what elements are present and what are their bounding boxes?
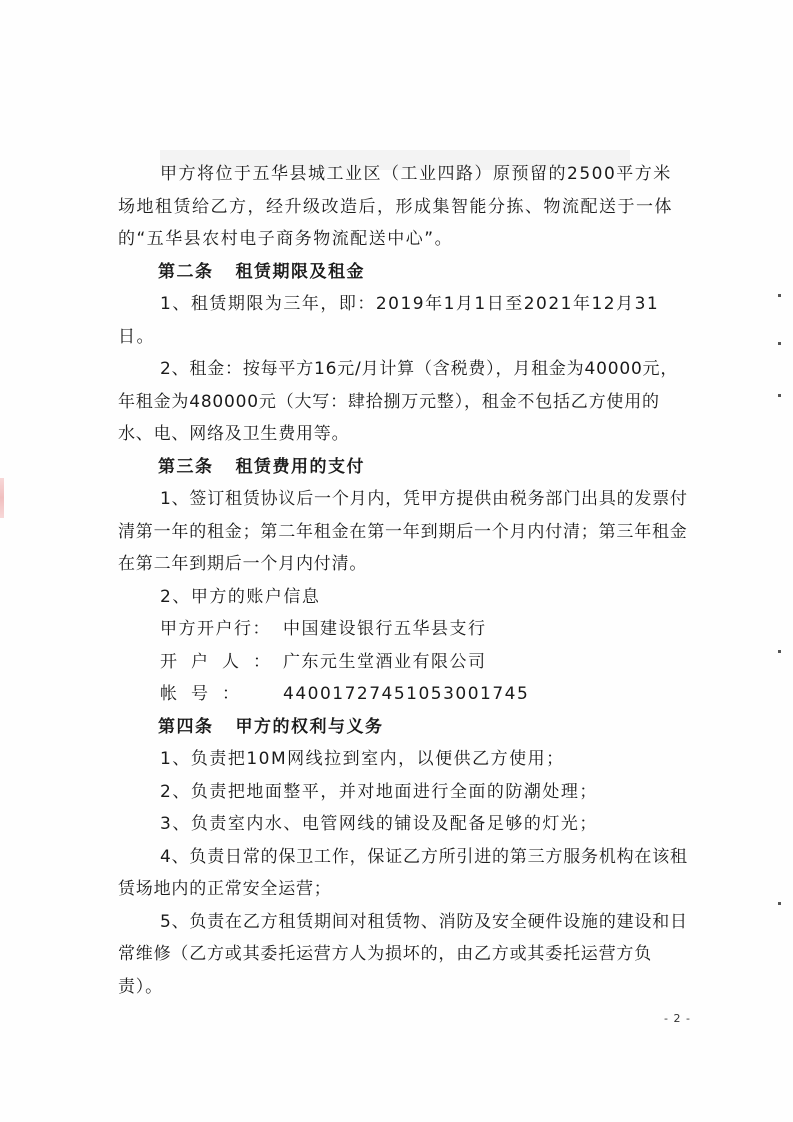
article-title: 租赁期限及租金 bbox=[235, 261, 365, 282]
article-4-clause-5: 5、负责在乙方租赁期间对租赁物、消防及安全硬件设施的建设和日常维修（乙方或其委托运营方人为损坏的，由乙方或其委托运营方负责）。 bbox=[118, 911, 688, 997]
account-holder-row bbox=[118, 646, 688, 679]
account-bank-label: 甲方开户行： bbox=[160, 619, 271, 639]
account-bank-value: 中国建设银行五华县支行 bbox=[283, 619, 487, 639]
article-title: 甲方的权利与义务 bbox=[235, 716, 384, 737]
scan-edge-mark bbox=[778, 650, 781, 653]
account-number-label: 帐号： bbox=[160, 684, 253, 704]
article-4-clause-3: 3、负责室内水、电管网线的铺设及配备足够的灯光； bbox=[160, 814, 598, 834]
article-number: 第二条 bbox=[158, 261, 214, 282]
account-holder-value: 广东元生堂酒业有限公司 bbox=[283, 651, 487, 672]
scan-edge-mark bbox=[778, 342, 781, 345]
article-3-clause-1: 1、签订租赁协议后一个月内，凭甲方提供由税务部门出具的发票付清第一年的租金；第二年租金在第一年到期后一个月内付清；第三年租金在第二年到期后一个月内付清。 bbox=[118, 489, 688, 574]
article-number: 第三条 bbox=[158, 456, 214, 477]
contract-body bbox=[118, 158, 688, 1003]
account-bank-row bbox=[118, 613, 688, 646]
article-4-clause-2: 2、负责把地面整平，并对地面进行全面的防潮处理； bbox=[160, 781, 598, 802]
article-title: 租赁费用的支付 bbox=[235, 456, 365, 477]
page-number: - 2 - bbox=[664, 1012, 691, 1025]
article-2-clause-2: 2、租金：按每平方16元/月计算（含税费），月租金为40000元，年租金为480000元（大写：肆拾捌万元整），租金不包括乙方使用的水、电、网络及卫生费用等。 bbox=[118, 359, 679, 444]
article-3-clause-2: 2、甲方的账户信息 bbox=[160, 586, 321, 607]
intro-paragraph: 甲方将位于五华县城工业区（工业四路）原预留的2500平方米场地租赁给乙方，经升级改造后，形成集智能分拣、物流配送于一体的“五华县农村电子商务物流配送中心”。 bbox=[118, 164, 673, 249]
article-2-clause-1: 1、租赁期限为三年，即：2019年1月1日至2021年12月31日。 bbox=[118, 294, 660, 347]
account-number-value: 4400172745105300174​5 bbox=[283, 684, 530, 704]
scan-edge-mark bbox=[778, 394, 781, 397]
article-4-heading bbox=[118, 711, 688, 744]
account-number-row bbox=[118, 678, 688, 711]
seal-edge-mark bbox=[0, 478, 4, 518]
scan-edge-mark bbox=[778, 294, 781, 297]
article-2-heading bbox=[118, 256, 688, 289]
article-3-heading bbox=[118, 451, 688, 484]
article-4-clause-4: 4、负责日常的保卫工作，保证乙方所引进的第三方服务机构在该租赁场地内的正常安全运营； bbox=[118, 846, 688, 899]
account-holder-label: 开户人： bbox=[160, 651, 284, 672]
scan-edge-mark bbox=[778, 902, 781, 905]
article-number: 第四条 bbox=[158, 716, 214, 737]
article-4-clause-1: 1、负责把10M网线拉到室内，以便供乙方使用； bbox=[160, 749, 565, 769]
